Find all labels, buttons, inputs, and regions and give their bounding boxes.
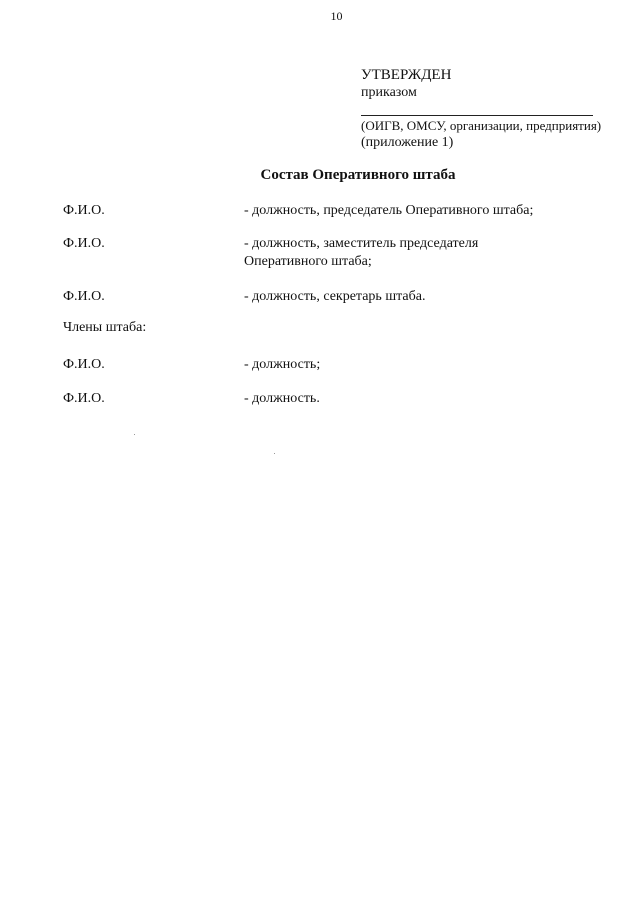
approval-appendix: (приложение 1) — [361, 135, 454, 150]
staff-position — [244, 235, 584, 271]
scan-speck — [134, 434, 135, 435]
staff-position-line-2: Оперативного штаба; — [244, 254, 372, 269]
approval-block — [361, 66, 601, 152]
staff-position: - должность; — [244, 357, 321, 372]
staff-fio: Ф.И.О. — [63, 289, 105, 304]
staff-fio: Ф.И.О. — [63, 203, 105, 218]
approval-title: УТВЕРЖДЕН — [361, 67, 452, 83]
document-title: Состав Оперативного штаба — [260, 167, 456, 183]
approval-order-line: приказом — [361, 85, 417, 100]
staff-fio: Ф.И.О. — [63, 236, 105, 251]
staff-position: - должность, председатель Оперативного штаба; — [244, 203, 534, 218]
staff-fio: Ф.И.О. — [63, 357, 105, 372]
approval-signature-rule — [361, 115, 593, 116]
approval-organization-hint: (ОИГВ, ОМСУ, организации, предприятия) — [361, 118, 602, 133]
staff-fio: Ф.И.О. — [63, 391, 105, 406]
staff-position-line-1: - должность, заместитель председателя — [244, 236, 479, 251]
staff-position: - должность, секретарь штаба. — [244, 289, 426, 304]
page-number: 10 — [330, 9, 343, 23]
staff-position: - должность. — [244, 391, 320, 406]
scan-speck — [274, 453, 275, 454]
members-label: Члены штаба: — [63, 320, 147, 335]
